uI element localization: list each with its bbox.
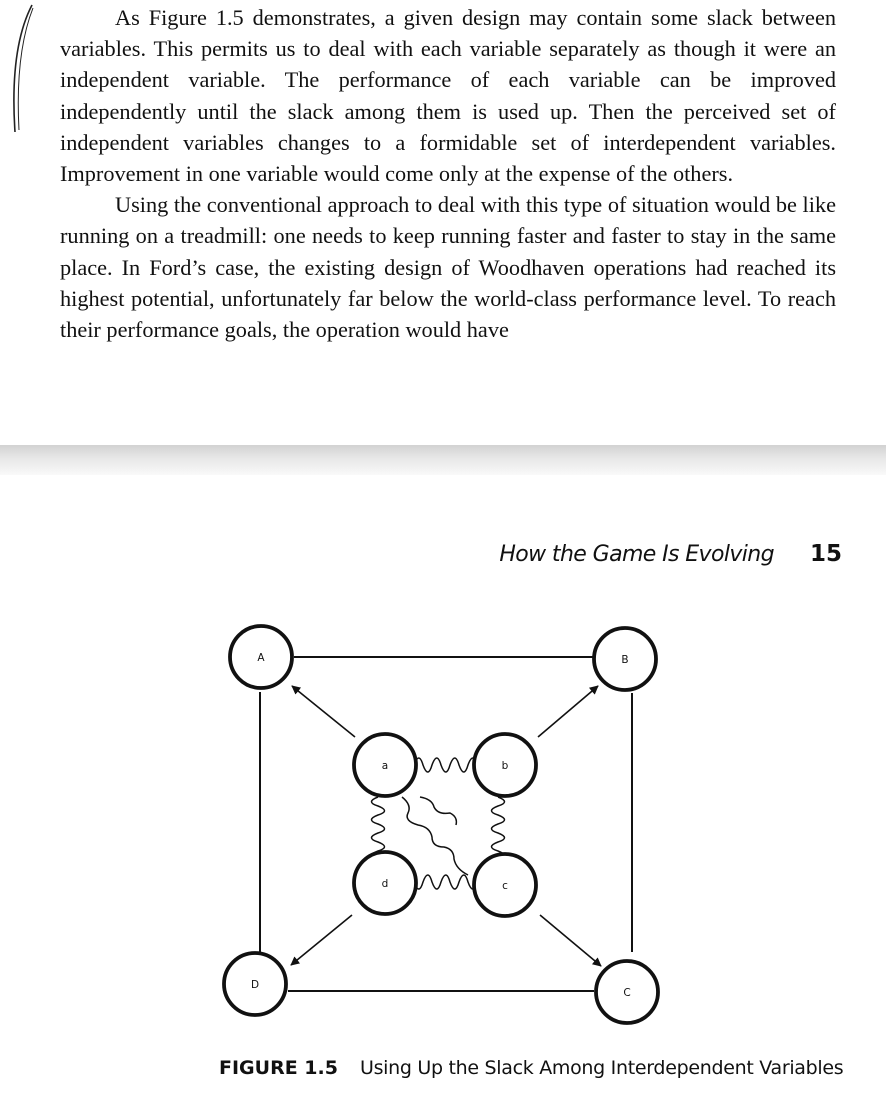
- page-bottom: [0, 475, 886, 1107]
- figure-caption: [219, 1057, 843, 1079]
- paragraph: As Figure 1.5 demonstrates, a given design may contain some slack between variables. This permits us to deal with each variable separately as though it were an independent variable. The performance of each variable can be improved independently until the slack among them is used up. Then the perceived set of independent variables changes to a formidable set of interdependent variables. Improvement in one variable would come only at the expense of the others.: [60, 5, 836, 187]
- arrow-d-to-D: [291, 915, 352, 965]
- slack-wave-center: [402, 797, 468, 875]
- node-inner-c: [474, 854, 536, 916]
- node-inner-b: [474, 734, 536, 796]
- page-top: [0, 0, 886, 445]
- node-label-inner: d: [381, 878, 389, 890]
- body-text: [60, 2, 836, 345]
- node-outer-A: [230, 626, 292, 688]
- node-outer-D: [224, 953, 286, 1015]
- node-label-outer: D: [250, 979, 260, 991]
- node-inner-d: [354, 852, 416, 914]
- page-number: 15: [809, 541, 842, 567]
- figure-caption-label: FIGURE 1.5: [219, 1057, 338, 1079]
- figure-diagram: [0, 475, 886, 1107]
- node-label-outer: A: [257, 652, 265, 664]
- arrow-c-to-C: [540, 915, 601, 966]
- node-inner-a: [354, 734, 416, 796]
- page-divider: [0, 445, 886, 475]
- slack-wave-b-c: [492, 797, 505, 860]
- arrow-a-to-A: [292, 686, 355, 737]
- figure-caption-text: Using Up the Slack Among Interdependent Variables: [359, 1057, 844, 1079]
- running-head-title: How the Game Is Evolving: [499, 542, 774, 567]
- node-label-outer: B: [621, 654, 629, 666]
- arrow-b-to-B: [538, 686, 598, 737]
- node-outer-B: [594, 628, 656, 690]
- node-outer-C: [596, 961, 658, 1023]
- margin-bracket-mark: [4, 2, 36, 142]
- paragraph: Using the conventional approach to deal with this type of situation would be like running on a treadmill: one needs to keep running faster and faster to stay in the same place. In Ford’s case, the existing design of Woodhaven operations had reached its highest potential, unfortunately far below the world-class performance level. To reach their performance goals, the operation would have: [60, 192, 836, 343]
- node-label-inner: c: [502, 880, 508, 892]
- node-label-inner: b: [501, 760, 509, 772]
- outer-frame: [260, 657, 632, 991]
- node-label-inner: a: [381, 760, 389, 772]
- node-label-outer: C: [623, 987, 631, 999]
